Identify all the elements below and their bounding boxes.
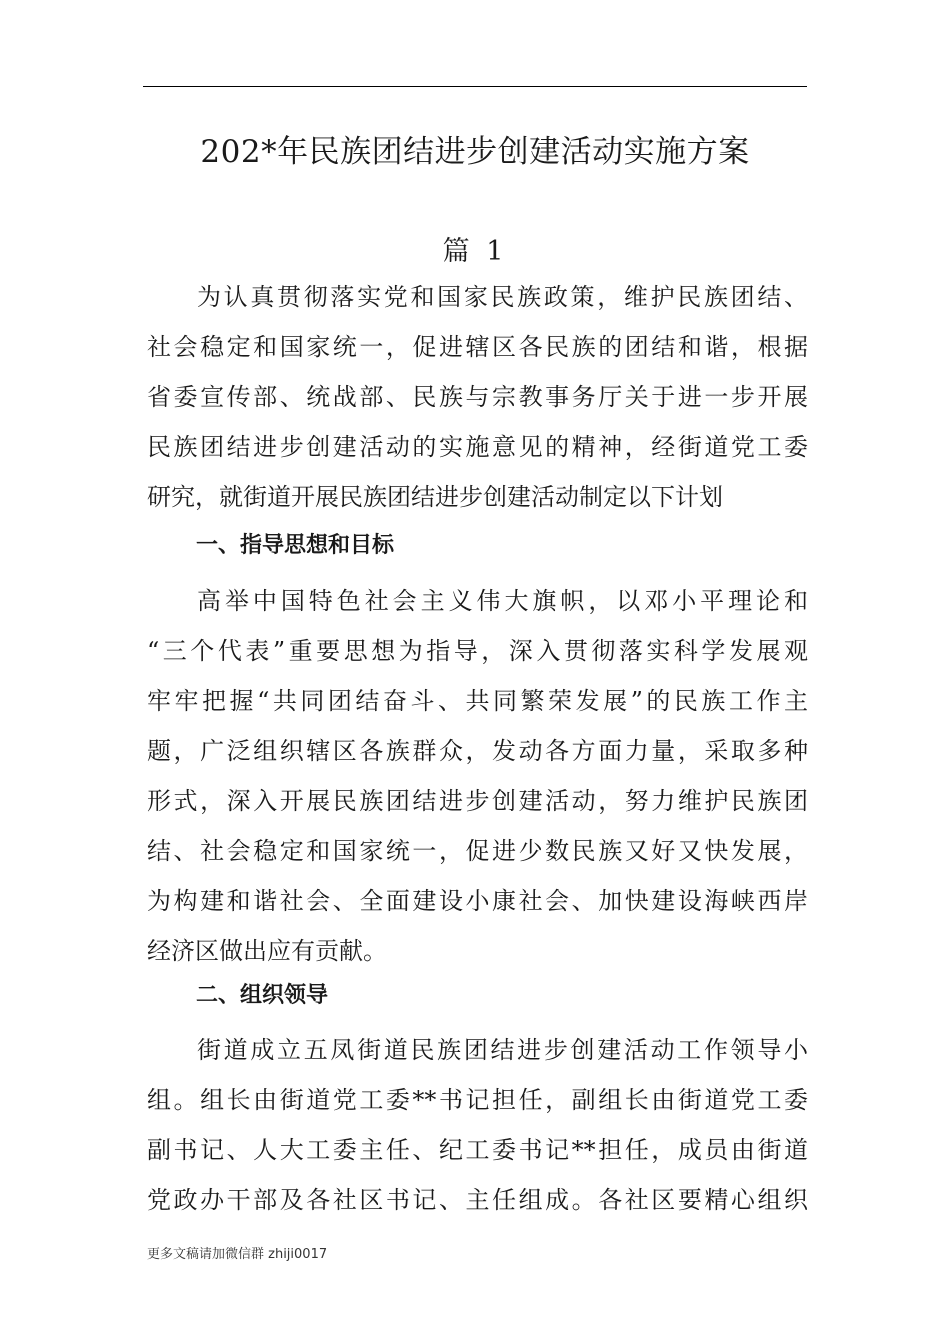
paragraph-line: 副书记、人大工委主任、纪工委书记**担任，成员由街道 — [147, 1136, 808, 1164]
intro-line: 社会稳定和国家统一，促进辖区各民族的团结和谐，根据 — [147, 333, 808, 361]
intro-paragraph — [147, 272, 808, 522]
paragraph-line: 党政办干部及各社区书记、主任组成。各社区要精心组织 — [147, 1186, 808, 1214]
paragraph-line: 牢牢把握“共同团结奋斗、共同繁荣发展”的民族工作主 — [147, 687, 808, 715]
intro-line: 研究，就街道开展民族团结进步创建活动制定以下计划 — [147, 483, 723, 511]
intro-line: 为认真贯彻落实党和国家民族政策，维护民族团结、 — [197, 283, 808, 311]
paragraph-organization — [147, 1025, 808, 1225]
paragraph-line: 组。组长由街道党工委**书记担任，副组长由街道党工委 — [147, 1086, 808, 1114]
heading-guiding-ideology: 一、指导思想和目标 — [196, 533, 395, 558]
paragraph-line: 为构建和谐社会、全面建设小康社会、加快建设海峡西岸 — [147, 887, 808, 915]
paragraph-line: 高举中国特色社会主义伟大旗帜，以邓小平理论和 — [197, 587, 808, 615]
paragraph-line: 形式，深入开展民族团结进步创建活动，努力维护民族团 — [147, 787, 808, 815]
paragraph-line: 街道成立五凤街道民族团结进步创建活动工作领导小 — [197, 1036, 808, 1064]
paragraph-line: “三个代表”重要思想为指导，深入贯彻落实科学发展观 — [147, 637, 808, 665]
intro-line: 省委宣传部、统战部、民族与宗教事务厅关于进一步开展 — [147, 383, 808, 411]
heading-organization: 二、组织领导 — [196, 983, 329, 1008]
top-rule — [143, 86, 807, 87]
paragraph-line: 题，广泛组织辖区各族群众，发动各方面力量，采取多种 — [147, 737, 808, 765]
document-title: 202*年民族团结进步创建活动实施方案 — [200, 134, 750, 170]
paragraph-line: 经济区做出应有贡献。 — [147, 937, 387, 965]
section-label: 篇 1 — [442, 236, 508, 267]
paragraph-line: 结、社会稳定和国家统一，促进少数民族又好又快发展， — [147, 837, 808, 865]
intro-line: 民族团结进步创建活动的实施意见的精神，经街道党工委 — [147, 433, 808, 461]
page-footer: 更多文稿请加微信群 zhiji0017 — [147, 1247, 328, 1262]
paragraph-guiding-ideology — [147, 576, 808, 976]
